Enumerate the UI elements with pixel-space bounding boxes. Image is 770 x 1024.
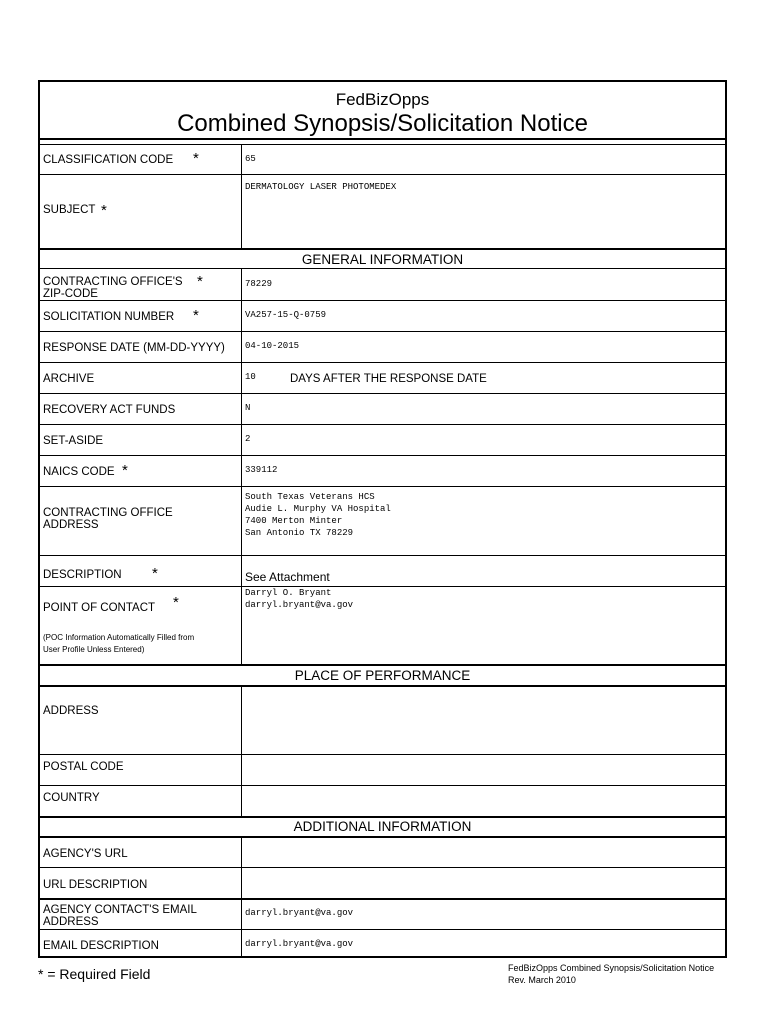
divider [40, 929, 725, 930]
divider [40, 174, 725, 175]
solicitation-number-label: SOLICITATION NUMBER [43, 311, 175, 323]
divider [40, 138, 725, 140]
archive-label: ARCHIVE [43, 373, 95, 385]
column-divider [241, 836, 242, 958]
url-description-label: URL DESCRIPTION [43, 879, 148, 891]
divider [40, 144, 725, 145]
classification-code-field[interactable]: 65 [245, 154, 256, 164]
divider [40, 393, 725, 394]
agency-url-label: AGENCY'S URL [43, 848, 128, 860]
required-marker: * [193, 307, 199, 324]
divider [40, 664, 725, 666]
divider [40, 455, 725, 456]
response-date-label: RESPONSE DATE (MM-DD-YYYY) [43, 342, 225, 354]
archive-days-field[interactable]: 10 [245, 372, 256, 382]
divider [40, 248, 725, 250]
zip-code-field[interactable]: 78229 [245, 279, 273, 289]
divider [40, 362, 725, 363]
email-description-label: EMAIL DESCRIPTION [43, 940, 159, 952]
column-divider [241, 685, 242, 816]
form-footer-revision: Rev. March 2010 [508, 975, 576, 985]
required-marker: * [173, 594, 179, 611]
divider [40, 486, 725, 487]
required-marker: * [197, 273, 203, 290]
naics-code-field[interactable]: 339112 [245, 465, 278, 475]
form-footer-name: FedBizOpps Combined Synopsis/Solicitation Notice [508, 963, 715, 973]
divider [40, 816, 725, 818]
recovery-act-field[interactable]: N [245, 403, 251, 413]
divider [40, 785, 725, 786]
agency-email-field[interactable]: darryl.bryant@va.gov [245, 908, 354, 918]
column-divider [241, 144, 242, 248]
solicitation-number-field[interactable]: VA257-15-Q-0759 [245, 310, 327, 320]
divider [40, 898, 725, 900]
country-label: COUNTRY [43, 792, 100, 804]
set-aside-label: SET-ASIDE [43, 435, 104, 447]
poc-note: (POC Information Automatically Filled from User Profile Unless Entered) [43, 633, 195, 654]
recovery-act-label: RECOVERY ACT FUNDS [43, 404, 176, 416]
divider [40, 685, 725, 687]
description-label: DESCRIPTION [43, 569, 122, 581]
solicitation-form [38, 80, 727, 958]
point-of-contact-label: POINT OF CONTACT [43, 602, 156, 614]
divider [40, 836, 725, 838]
response-date-field[interactable]: 04-10-2015 [245, 341, 300, 351]
pop-address-label: ADDRESS [43, 705, 99, 717]
email-description-field[interactable]: darryl.bryant@va.gov [245, 939, 354, 949]
required-marker: * [122, 462, 128, 479]
divider [40, 586, 725, 587]
description-field[interactable]: See Attachment [245, 570, 330, 584]
divider [40, 867, 725, 868]
subject-label: SUBJECT [43, 204, 96, 216]
required-marker: * [152, 565, 158, 582]
section-general-information: GENERAL INFORMATION [301, 252, 464, 267]
required-marker: * [101, 202, 107, 219]
archive-suffix: DAYS AFTER THE RESPONSE DATE [290, 373, 487, 385]
required-marker: * [193, 150, 199, 167]
divider [40, 331, 725, 332]
divider [40, 268, 725, 269]
contracting-office-address-field[interactable]: South Texas Veterans HCS Audie L. Murphy VA Hospital 7400 Merton Minter San Antonio TX 78229 [245, 492, 391, 538]
agency-email-label: AGENCY CONTACT'S EMAIL ADDRESS [43, 904, 197, 928]
contracting-office-address-label: CONTRACTING OFFICE ADDRESS [43, 507, 173, 531]
section-additional-information: ADDITIONAL INFORMATION [293, 819, 472, 834]
divider [40, 424, 725, 425]
subject-field[interactable]: DERMATOLOGY LASER PHOTOMEDEX [245, 182, 397, 192]
point-of-contact-field[interactable]: Darryl O. Bryant darryl.bryant@va.gov [245, 588, 354, 610]
column-divider [241, 268, 242, 664]
divider [40, 300, 725, 301]
classification-code-label: CLASSIFICATION CODE [43, 154, 174, 166]
divider [40, 754, 725, 755]
naics-code-label: NAICS CODE [43, 466, 115, 478]
form-footer [508, 962, 714, 986]
postal-code-label: POSTAL CODE [43, 761, 124, 773]
section-place-of-performance: PLACE OF PERFORMANCE [294, 668, 471, 683]
required-field-legend: * = Required Field [38, 966, 151, 982]
set-aside-field[interactable]: 2 [245, 434, 251, 444]
divider [40, 555, 725, 556]
zip-code-label: CONTRACTING OFFICE'S ZIP-CODE [43, 276, 183, 300]
form-title: Combined Synopsis/Solicitation Notice [177, 110, 588, 137]
form-header-site: FedBizOpps [335, 90, 430, 109]
